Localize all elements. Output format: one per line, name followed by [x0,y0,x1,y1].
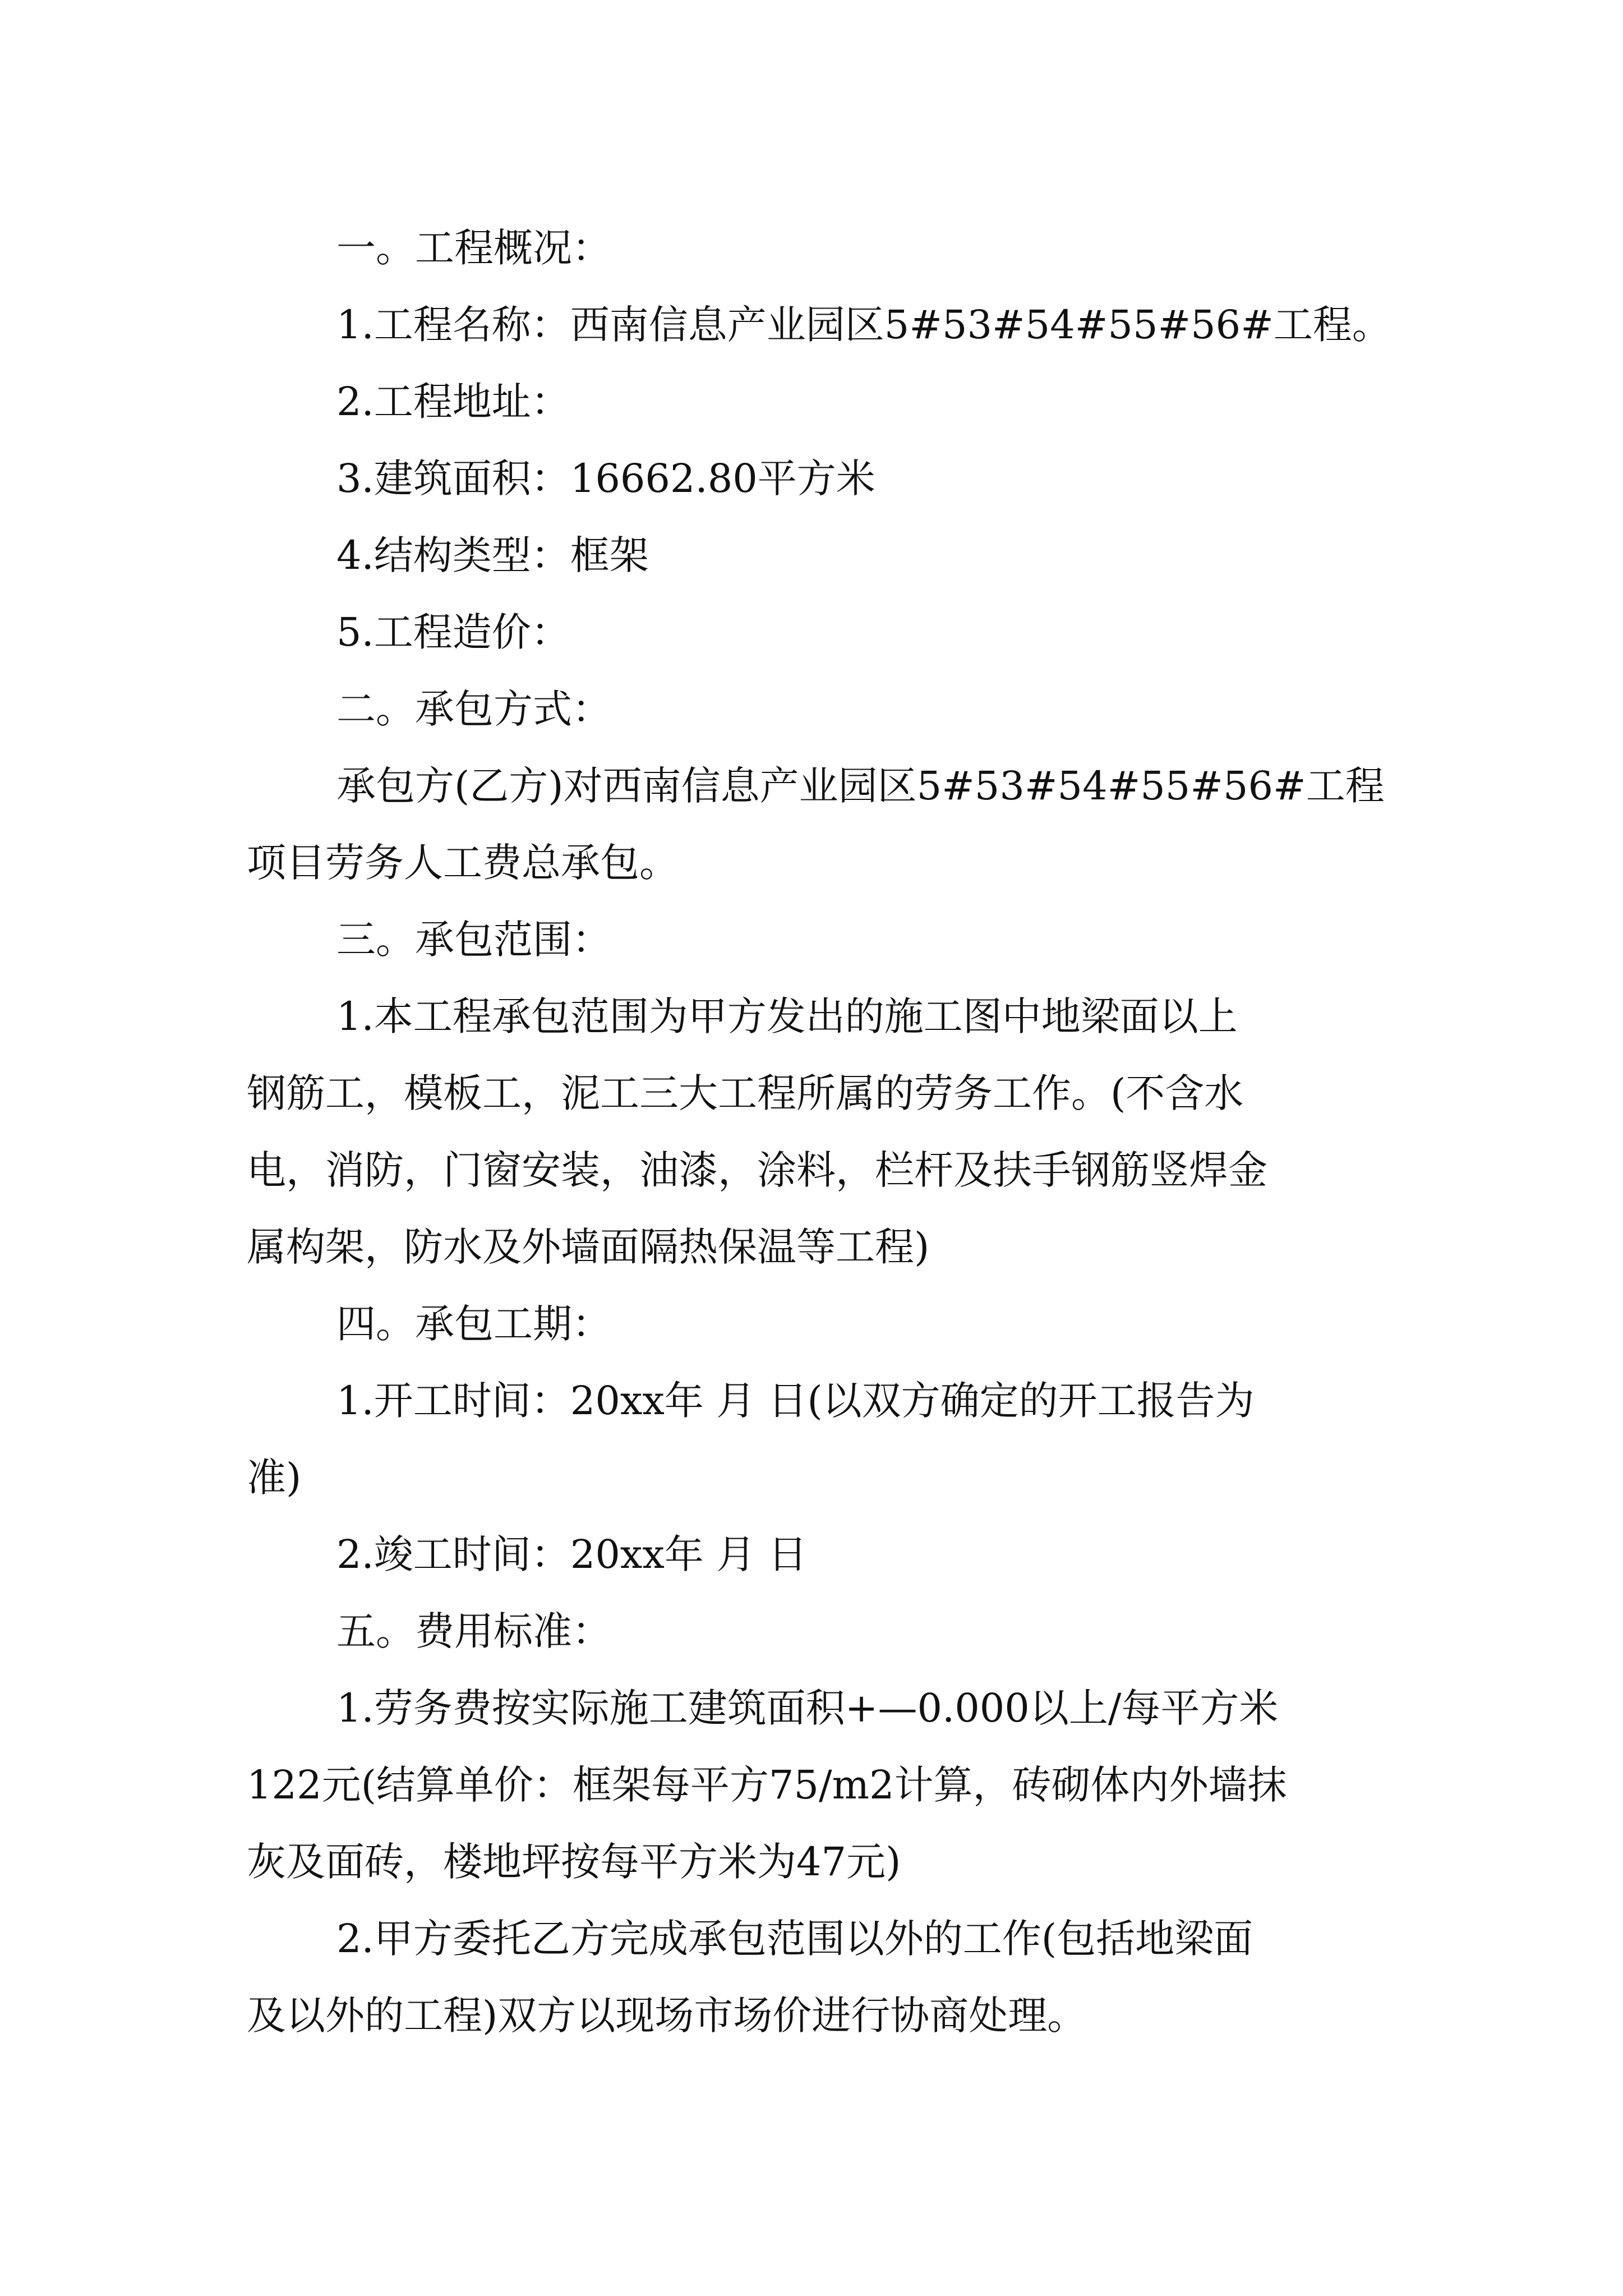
paragraph-line: 1.劳务费按实际施工建筑面积+—0.000以上/每平方米 [336,1685,1279,1731]
document-body [247,210,1402,2054]
paragraph-line: 准) [247,1455,302,1501]
paragraph-line: 1.本工程承包范围为甲方发出的施工图中地梁面以上 [336,993,1238,1039]
section-heading-project-overview: 一。工程概况： [336,225,611,271]
paragraph-line: 属构架，防水及外墙面隔热保温等工程) [247,1224,930,1270]
paragraph-line: 钢筋工，模板工，泥工三大工程所属的劳务工作。(不含水 [247,1070,1244,1116]
paragraph-line: 承包方(乙方)对西南信息产业园区5#53#54#55#56#工程 [336,763,1385,809]
paragraph-line: 3.建筑面积：16662.80平方米 [336,455,875,501]
paragraph-line: 电，消防，门窗安装，油漆，涂料，栏杆及扶手钢筋竖焊金 [247,1147,1267,1193]
paragraph-line: 灰及面砖，楼地坪按每平方米为47元) [247,1839,901,1885]
paragraph-line: 1.工程名称：西南信息产业园区5#53#54#55#56#工程。 [336,302,1391,348]
paragraph-line: 2.竣工时间：20xx年 月 日 [336,1531,808,1577]
paragraph-line: 项目劳务人工费总承包。 [247,840,679,886]
section-heading-contract-period: 四。承包工期： [336,1301,611,1347]
paragraph-line: 122元(结算单价：框架每平方75/m2计算，砖砌体内外墙抹 [247,1762,1287,1808]
paragraph-line: 1.开工时间：20xx年 月 日(以双方确定的开工报告为 [336,1378,1255,1424]
paragraph-line: 5.工程造价： [336,609,570,655]
section-heading-contract-method: 二。承包方式： [336,686,611,732]
paragraph-line: 2.甲方委托乙方完成承包范围以外的工作(包括地梁面 [336,1916,1253,1962]
section-heading-fee-standard: 五。费用标准： [336,1608,611,1654]
paragraph-line: 4.结构类型：框架 [336,532,649,578]
paragraph-line: 2.工程地址： [336,379,570,425]
section-heading-contract-scope: 三。承包范围： [336,917,611,963]
paragraph-line: 及以外的工程)双方以现场市场价进行协商处理。 [247,1993,1087,2039]
